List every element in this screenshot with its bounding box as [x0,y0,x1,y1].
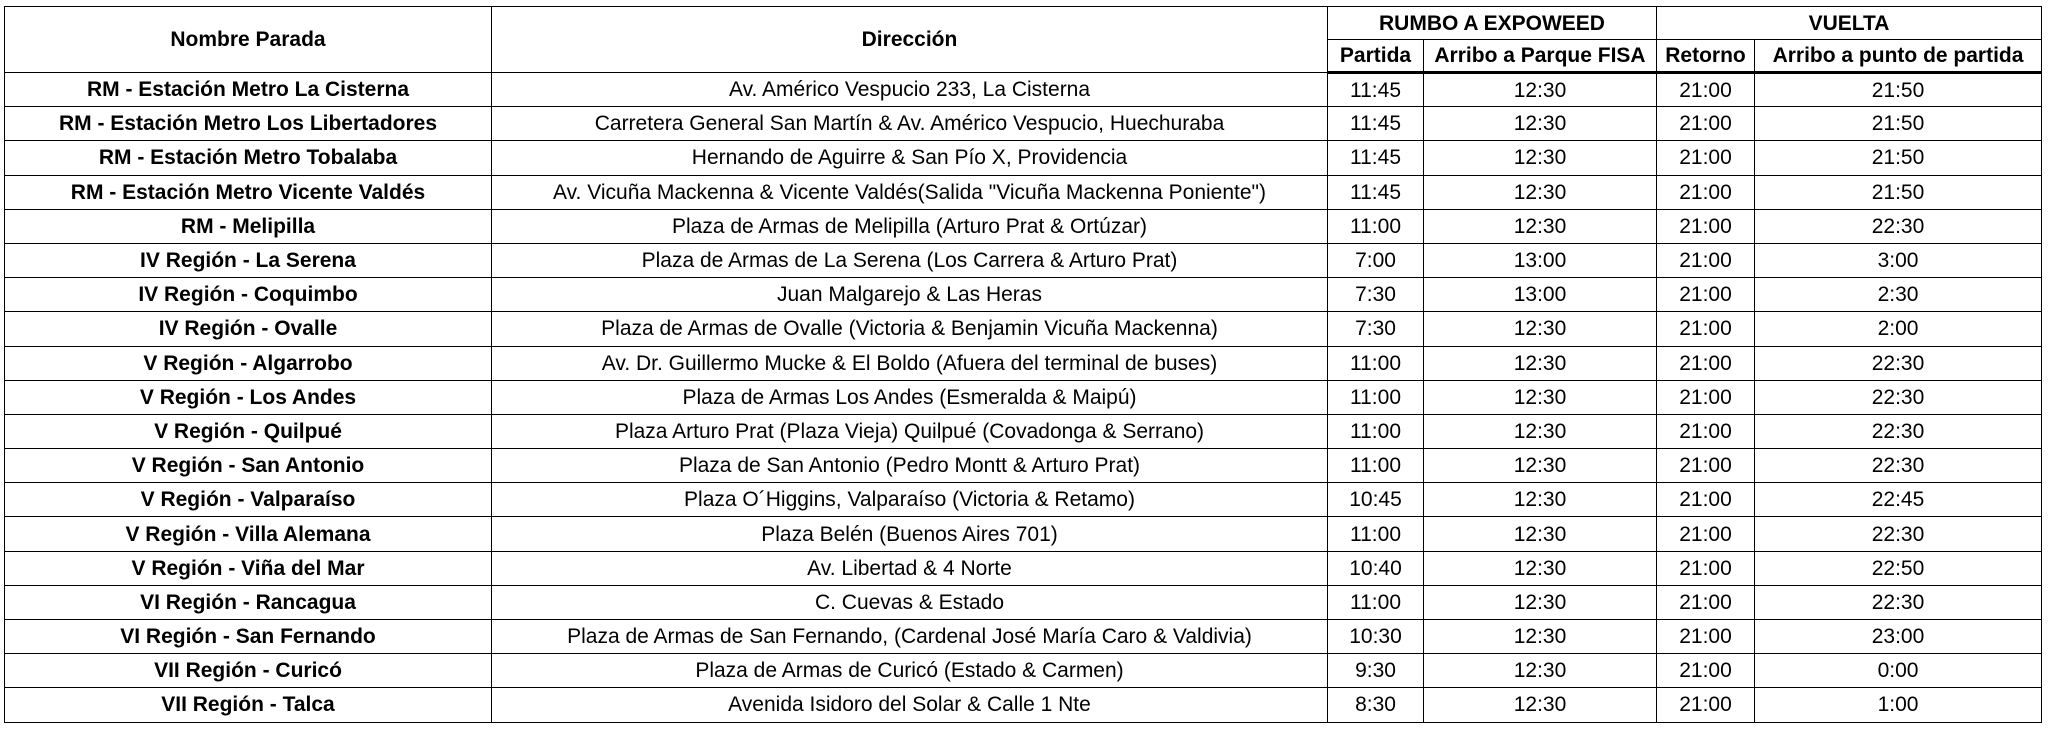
cell-departure: 11:00 [1328,449,1424,483]
cell-arrival-fisa: 12:30 [1424,585,1657,619]
cell-arrival-fisa: 12:30 [1424,654,1657,688]
cell-arrival-fisa: 12:30 [1424,175,1657,209]
table-row [5,243,2042,277]
table-row [5,175,2042,209]
table-row [5,312,2042,346]
cell-departure: 11:45 [1328,73,1424,107]
table-row [5,346,2042,380]
cell-stop-name: RM - Estación Metro Los Libertadores [5,107,492,141]
cell-arrival-origin: 2:00 [1755,312,2042,346]
cell-arrival-origin: 22:30 [1755,585,2042,619]
cell-departure: 10:30 [1328,620,1424,654]
cell-return: 21:00 [1657,141,1755,175]
cell-return: 21:00 [1657,278,1755,312]
cell-departure: 11:45 [1328,175,1424,209]
cell-stop-name: VI Región - Rancagua [5,585,492,619]
cell-address: Carretera General San Martín & Av. Américo Vespucio, Huechuraba [492,107,1328,141]
header-stop-name: Nombre Parada [5,7,492,73]
cell-address: Av. Américo Vespucio 233, La Cisterna [492,73,1328,107]
cell-address: Juan Malgarejo & Las Heras [492,278,1328,312]
cell-stop-name: RM - Estación Metro La Cisterna [5,73,492,107]
cell-arrival-origin: 22:30 [1755,346,2042,380]
table-row [5,551,2042,585]
cell-return: 21:00 [1657,414,1755,448]
cell-address: Plaza Belén (Buenos Aires 701) [492,517,1328,551]
table-row [5,483,2042,517]
cell-arrival-origin: 21:50 [1755,175,2042,209]
cell-arrival-origin: 22:30 [1755,209,2042,243]
cell-address: Hernando de Aguirre & San Pío X, Providencia [492,141,1328,175]
cell-address: Plaza de Armas de Ovalle (Victoria & Benjamin Vicuña Mackenna) [492,312,1328,346]
cell-address: Plaza de Armas de Melipilla (Arturo Prat & Ortúzar) [492,209,1328,243]
table-row [5,107,2042,141]
cell-arrival-fisa: 12:30 [1424,620,1657,654]
cell-departure: 11:00 [1328,585,1424,619]
cell-return: 21:00 [1657,107,1755,141]
cell-address: Plaza de Armas de Curicó (Estado & Carmen) [492,654,1328,688]
cell-arrival-origin: 3:00 [1755,243,2042,277]
cell-arrival-fisa: 12:30 [1424,141,1657,175]
cell-return: 21:00 [1657,380,1755,414]
table-row [5,141,2042,175]
cell-stop-name: IV Región - Ovalle [5,312,492,346]
cell-return: 21:00 [1657,175,1755,209]
cell-arrival-fisa: 12:30 [1424,380,1657,414]
cell-return: 21:00 [1657,483,1755,517]
cell-return: 21:00 [1657,346,1755,380]
cell-arrival-origin: 22:45 [1755,483,2042,517]
cell-departure: 10:45 [1328,483,1424,517]
cell-return: 21:00 [1657,517,1755,551]
cell-arrival-fisa: 12:30 [1424,346,1657,380]
cell-stop-name: RM - Estación Metro Vicente Valdés [5,175,492,209]
cell-arrival-origin: 21:50 [1755,107,2042,141]
cell-return: 21:00 [1657,620,1755,654]
cell-return: 21:00 [1657,312,1755,346]
cell-arrival-fisa: 12:30 [1424,73,1657,107]
cell-stop-name: VII Región - Talca [5,688,492,722]
cell-stop-name: IV Región - La Serena [5,243,492,277]
header-address: Dirección [492,7,1328,73]
cell-departure: 7:00 [1328,243,1424,277]
cell-arrival-fisa: 12:30 [1424,107,1657,141]
cell-address: C. Cuevas & Estado [492,585,1328,619]
cell-return: 21:00 [1657,209,1755,243]
cell-address: Plaza Arturo Prat (Plaza Vieja) Quilpué (Covadonga & Serrano) [492,414,1328,448]
table-row [5,688,2042,722]
cell-arrival-origin: 23:00 [1755,620,2042,654]
header-row-groups [5,7,2042,40]
cell-stop-name: V Región - Villa Alemana [5,517,492,551]
cell-return: 21:00 [1657,449,1755,483]
cell-arrival-fisa: 12:30 [1424,209,1657,243]
table-row [5,517,2042,551]
cell-address: Av. Dr. Guillermo Mucke & El Boldo (Afuera del terminal de buses) [492,346,1328,380]
cell-address: Av. Vicuña Mackenna & Vicente Valdés(Salida "Vicuña Mackenna Poniente") [492,175,1328,209]
cell-return: 21:00 [1657,243,1755,277]
cell-arrival-origin: 21:50 [1755,73,2042,107]
header-return-group: VUELTA [1657,7,2042,40]
cell-departure: 9:30 [1328,654,1424,688]
table-row [5,209,2042,243]
cell-arrival-origin: 0:00 [1755,654,2042,688]
cell-arrival-fisa: 12:30 [1424,449,1657,483]
table-row [5,585,2042,619]
cell-address: Plaza de Armas de La Serena (Los Carrera & Arturo Prat) [492,243,1328,277]
cell-return: 21:00 [1657,654,1755,688]
cell-arrival-fisa: 13:00 [1424,278,1657,312]
cell-stop-name: V Región - Quilpué [5,414,492,448]
cell-address: Plaza de Armas Los Andes (Esmeralda & Maipú) [492,380,1328,414]
table-row [5,620,2042,654]
header-outbound-group: RUMBO A EXPOWEED [1328,7,1657,40]
cell-arrival-fisa: 12:30 [1424,517,1657,551]
header-return: Retorno [1657,40,1755,73]
cell-stop-name: V Región - Viña del Mar [5,551,492,585]
cell-arrival-origin: 22:30 [1755,449,2042,483]
cell-arrival-origin: 22:50 [1755,551,2042,585]
table-row [5,73,2042,107]
cell-address: Avenida Isidoro del Solar & Calle 1 Nte [492,688,1328,722]
cell-arrival-fisa: 12:30 [1424,414,1657,448]
cell-stop-name: V Región - Los Andes [5,380,492,414]
cell-stop-name: RM - Estación Metro Tobalaba [5,141,492,175]
cell-address: Plaza O´Higgins, Valparaíso (Victoria & Retamo) [492,483,1328,517]
cell-address: Plaza de San Antonio (Pedro Montt & Arturo Prat) [492,449,1328,483]
cell-departure: 11:00 [1328,346,1424,380]
cell-return: 21:00 [1657,688,1755,722]
cell-stop-name: IV Región - Coquimbo [5,278,492,312]
cell-arrival-origin: 22:30 [1755,380,2042,414]
table-row [5,449,2042,483]
table-row [5,654,2042,688]
header-arrival-origin: Arribo a punto de partida [1755,40,2042,73]
cell-arrival-origin: 22:30 [1755,414,2042,448]
cell-stop-name: VI Región - San Fernando [5,620,492,654]
table-row [5,414,2042,448]
cell-arrival-fisa: 12:30 [1424,312,1657,346]
cell-arrival-origin: 1:00 [1755,688,2042,722]
cell-return: 21:00 [1657,73,1755,107]
cell-stop-name: V Región - Algarrobo [5,346,492,380]
cell-return: 21:00 [1657,585,1755,619]
cell-departure: 8:30 [1328,688,1424,722]
cell-arrival-fisa: 13:00 [1424,243,1657,277]
bus-schedule-table [4,6,2042,723]
cell-stop-name: V Región - San Antonio [5,449,492,483]
cell-departure: 11:00 [1328,517,1424,551]
cell-departure: 11:45 [1328,107,1424,141]
cell-departure: 7:30 [1328,312,1424,346]
cell-arrival-fisa: 12:30 [1424,688,1657,722]
cell-stop-name: RM - Melipilla [5,209,492,243]
cell-return: 21:00 [1657,551,1755,585]
cell-departure: 10:40 [1328,551,1424,585]
cell-arrival-fisa: 12:30 [1424,483,1657,517]
cell-stop-name: VII Región - Curicó [5,654,492,688]
table-row [5,278,2042,312]
cell-departure: 11:00 [1328,380,1424,414]
cell-departure: 11:00 [1328,414,1424,448]
cell-departure: 11:45 [1328,141,1424,175]
cell-arrival-origin: 21:50 [1755,141,2042,175]
header-departure: Partida [1328,40,1424,73]
cell-stop-name: V Región - Valparaíso [5,483,492,517]
cell-arrival-fisa: 12:30 [1424,551,1657,585]
cell-address: Av. Libertad & 4 Norte [492,551,1328,585]
cell-departure: 7:30 [1328,278,1424,312]
cell-arrival-origin: 2:30 [1755,278,2042,312]
cell-address: Plaza de Armas de San Fernando, (Cardenal José María Caro & Valdivia) [492,620,1328,654]
cell-departure: 11:00 [1328,209,1424,243]
schedule-body [5,73,2042,723]
table-row [5,380,2042,414]
cell-arrival-origin: 22:30 [1755,517,2042,551]
header-arrival-fisa: Arribo a Parque FISA [1424,40,1657,73]
